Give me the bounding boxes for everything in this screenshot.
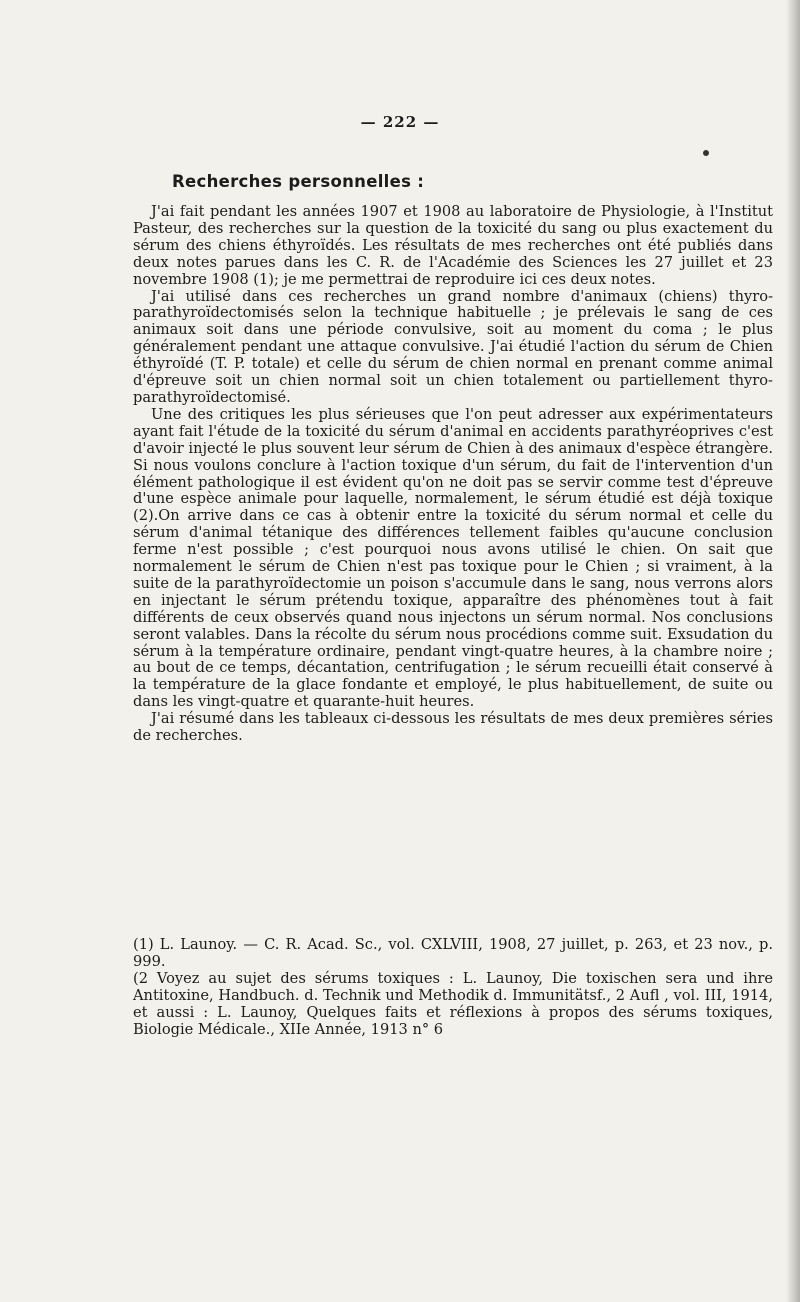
body-text [133,204,773,745]
paragraph: J'ai utilisé dans ces recherches un grand nombre d'animaux (chiens) thyro-parathyroïdectomisés selon la technique habituelle ; je prélevais le sang de ces animaux soit dans une période convulsive, soit au moment du coma ; le plus généralement pendant une attaque convulsive. J'ai étudié l'action du sérum de Chien éthyroïdé (T. P. totale) et celle du sérum de chien normal en prenant comme animal d'épreuve soit un chien normal soit un chien totalement ou partiellement thyro-parathyroïdectomisé. [133,287,773,406]
page-edge-shadow [786,0,800,1302]
paragraph: J'ai résumé dans les tableaux ci-dessous les résultats de mes deux premières séries de recherches. [133,710,773,745]
paragraph: J'ai fait pendant les années 1907 et 1908 au laboratoire de Physiologie, à l'Institut Pasteur, des recherches sur la question de la toxicité du sang ou plus exactement du sérum des chiens éthyroïdés. Les résultats de mes recherches ont été publiés dans deux notes parues dans les C. R. de l'Académie des Sciences les 27 juillet et 23 novembre 1908 (1); je me permettrai de reproduire ici ces deux notes. [133,203,773,288]
page-number: — 222 — [360,113,440,131]
footnotes [133,936,773,1038]
section-heading: Recherches personnelles : [172,172,425,191]
footnote: (2 Voyez au sujet des sérums toxiques : L. Launoy, Die toxischen sera und ihre Antitoxine, Handbuch. d. Technik und Methodik d. Immunitätsf., 2 Aufl , vol. III, 1914, et aussi : L. Launoy, Quelques faits et réflexions à propos des sérums toxiques, Biologie Médicale., XIIe Année, 1913 n° 6 [133,970,773,1038]
footnote: (1) L. Launoy. — C. R. Acad. Sc., vol. CXLVIII, 1908, 27 juillet, p. 263, et 23 nov., p. 999. [133,936,773,970]
ink-mark [703,150,709,156]
paragraph: Une des critiques les plus sérieuses que l'on peut adresser aux expérimentateurs ayant fait l'étude de la toxicité du sérum d'animal en accidents parathyréoprives c'est d'avoir injecté le plus souvent leur sérum de Chien à des animaux d'espèce étrangère. Si nous voulons conclure à l'action toxique d'un sérum, du fait de l'intervention d'un élément pathologique il est évident qu'on ne doit pas se servir comme test d'épreuve d'une espèce animale pour laquelle, normalement, le sérum étudié est déjà toxique (2).On arrive dans ce cas à obtenir entre la toxicité du sérum normal et celle du sérum d'animal tétanique des différences tellement faibles qu'aucune conclusion ferme n'est possible ; c'est pourquoi nous avons utilisé le chien. On sait que normalement le sérum de Chien n'est pas toxique pour le Chien ; si vraiment, à la suite de la parathyroïdectomie un poison s'accumule dans le sang, nous verrons alors en injectant le sérum prétendu toxique, apparaître des phénomènes tout à fait différents de ceux observés quand nous injectons un sérum normal. Nos conclusions seront valables. Dans la récolte du sérum nous procédions comme suit. Exsudation du sérum à la température ordinaire, pendant vingt-quatre heures, à la chambre noire ; au bout de ce temps, décantation, centrifugation ; le sérum recueilli était conservé à la température de la glace fondante et employé, le plus habituellement, de suite ou dans les vingt-quatre et quarante-huit heures. [133,405,773,711]
